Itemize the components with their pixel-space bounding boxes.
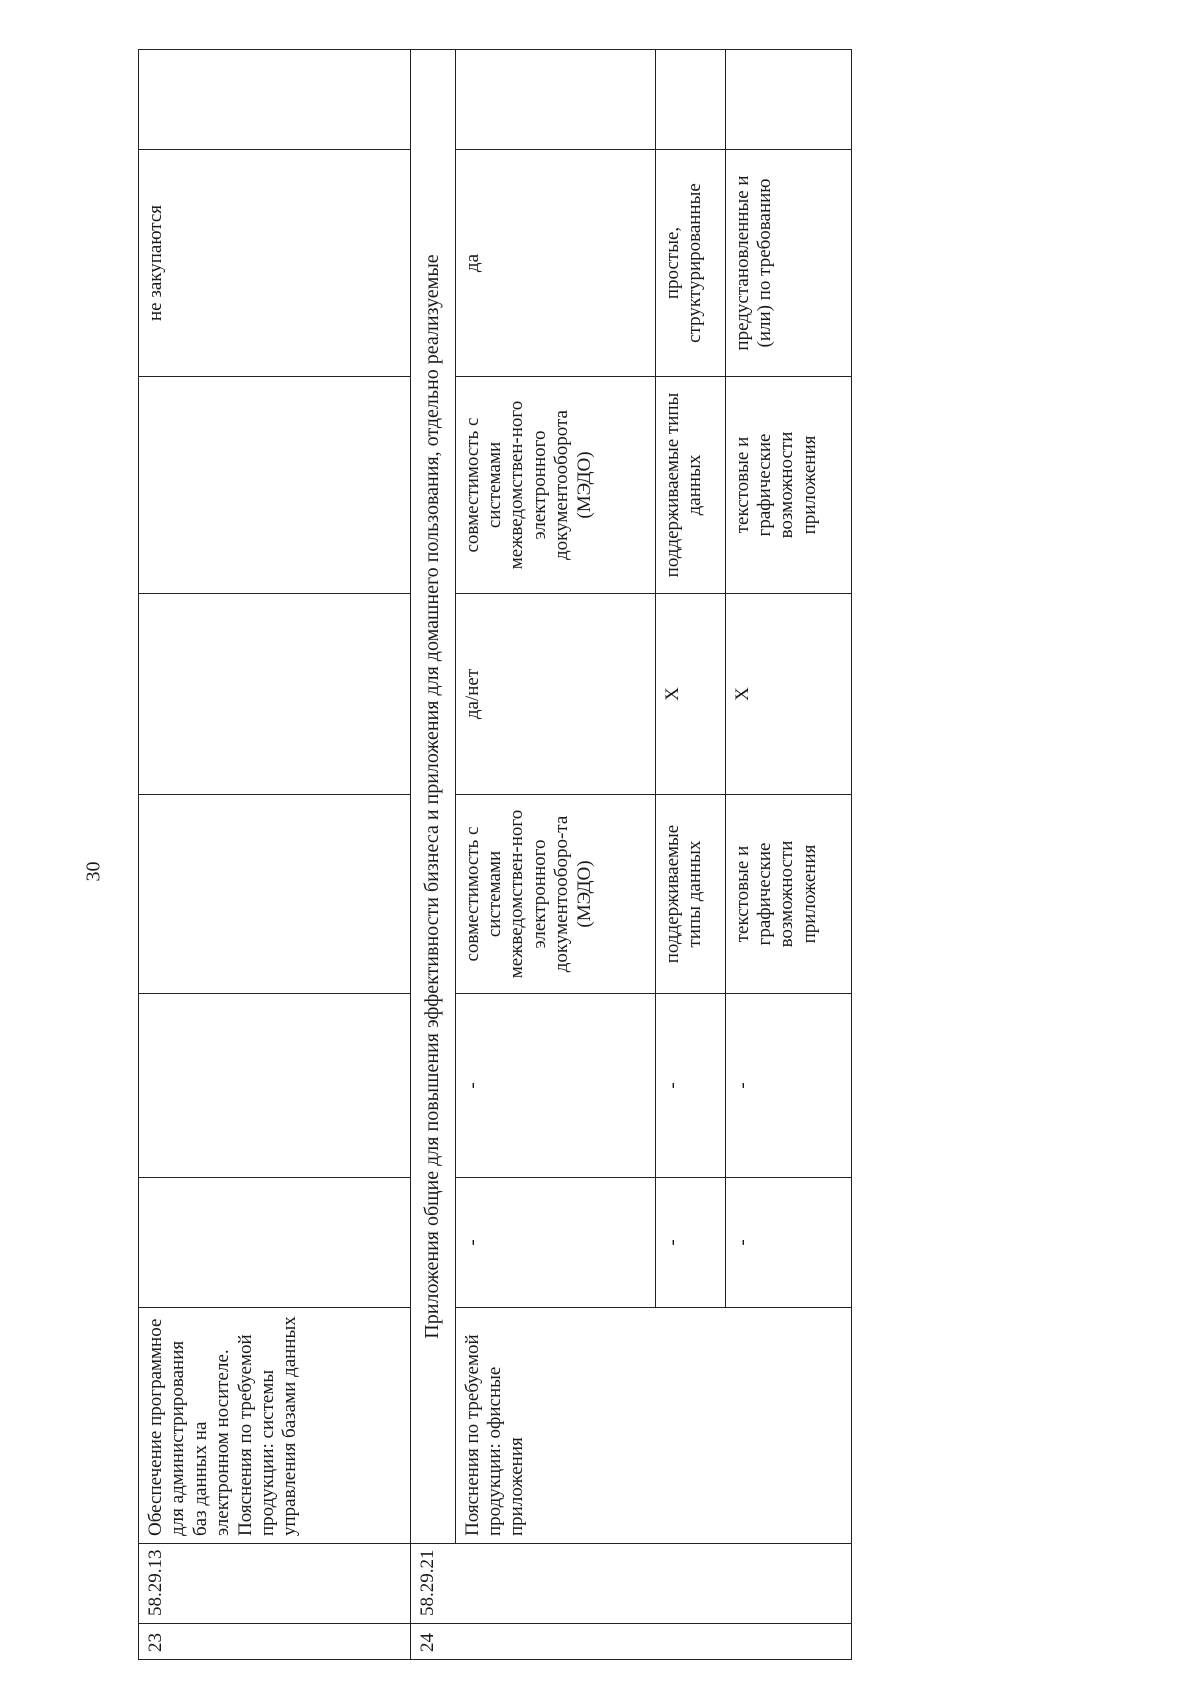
characteristic-name: поддерживаемые типы данных [655, 377, 725, 594]
unit-cell: X [725, 594, 851, 795]
cell-dash: - [655, 994, 725, 1178]
table-row-23 [139, 50, 411, 1660]
rotated-table-area [138, 50, 1200, 1652]
cell-empty [455, 50, 655, 150]
cell-empty [139, 50, 411, 150]
group-title: Приложения общие для повышения эффективности бизнеса и приложения для домашнего пользования, отдельно реализуемые [411, 50, 456, 1544]
unit-cell: да/нет [455, 594, 655, 795]
characteristic-name: совместимость с системами межведомствен-ного электронного документооборота (МЭДО) [455, 377, 655, 594]
okpd-code: 58.29.21 [411, 1544, 852, 1624]
cell-dash: - [455, 994, 655, 1178]
cell-empty [655, 50, 725, 150]
cell-dash: - [655, 1178, 725, 1308]
characteristic-name: текстовые и графические возможности приложения [725, 795, 851, 994]
row-number: 23 [139, 1624, 411, 1660]
characteristic-value: простые, структурированные [655, 150, 725, 377]
characteristic-name: текстовые и графические возможности приложения [725, 377, 851, 594]
cell-empty [139, 795, 411, 994]
cell-empty [139, 594, 411, 795]
characteristic-name: совместимость с системами межведомствен-ного электронного документооборо-та (МЭДО) [455, 795, 655, 994]
cell-dash: - [455, 1178, 655, 1308]
characteristic-value: предустановленные и (или) по требованию [725, 150, 851, 377]
unit-cell: X [655, 594, 725, 795]
value-cell: не закупаются [139, 150, 411, 377]
cell-empty [139, 1178, 411, 1308]
table-container [138, 50, 852, 1660]
table-row-24-header [411, 50, 456, 1660]
characteristic-name: поддерживаемые типы данных [655, 795, 725, 994]
cell-dash: - [725, 1178, 851, 1308]
cell-empty [139, 994, 411, 1178]
specification-table [138, 49, 852, 1660]
row-number: 24 [411, 1624, 852, 1660]
characteristic-value: да [455, 150, 655, 377]
table-row-24-medo [455, 50, 655, 1660]
page-number: 30 [82, 861, 105, 882]
cell-empty [725, 50, 851, 150]
product-name: Обеспечение программное для администрирования баз данных на электронном носителе. Пояснения по требуемой продукции: системы управления базами данных [139, 1308, 411, 1544]
product-name: Пояснения по требуемой продукции: офисные приложения [455, 1308, 851, 1544]
okpd-code: 58.29.13 [139, 1544, 411, 1624]
cell-dash: - [725, 994, 851, 1178]
cell-empty [139, 377, 411, 594]
